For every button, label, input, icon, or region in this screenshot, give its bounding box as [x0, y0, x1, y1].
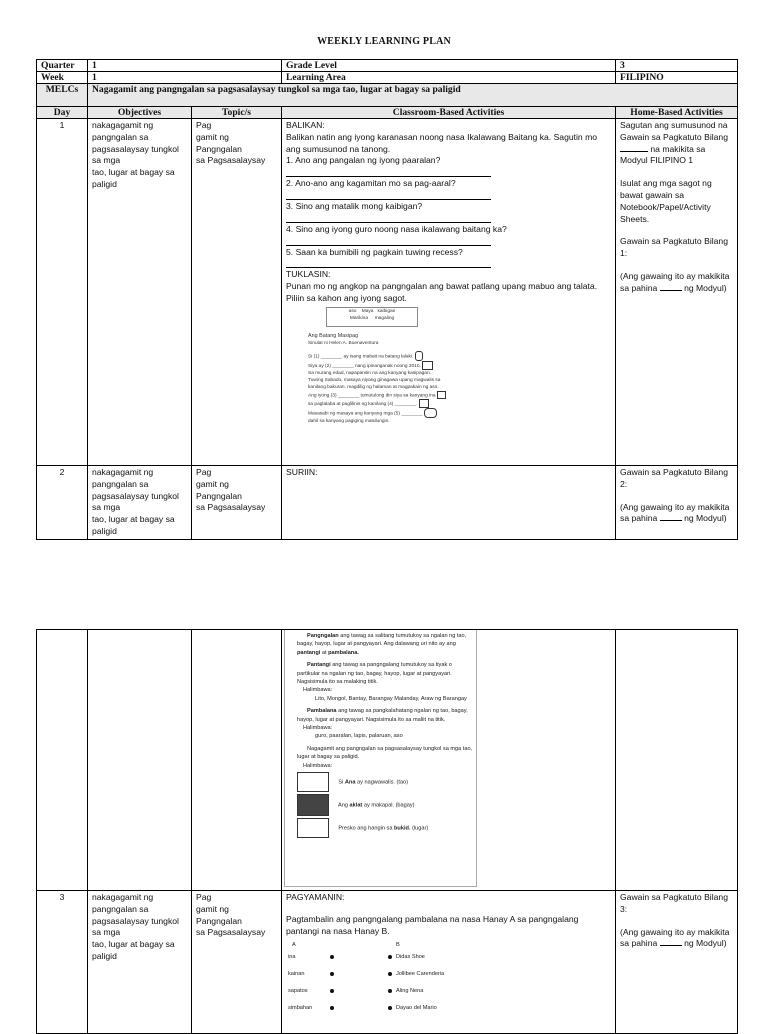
- house-illustration-icon: [419, 399, 429, 408]
- lesson-excerpt: Pangngalan ang tawag sa salitang tumutukoy sa ngalan ng tao, bagay, hayop, lugar at pangyayari. Ang dalawang uri nito ay ang pantangi at pambalana. Pantangi ang tawag sa pangngalang tumutukoy sa tiyak o partikular na ngalan ng tao, bagay, hayop, lugar at pangyayari. Nagsisimula ito sa malaking titik. Halimbawa: Lito, Mongol, Bantay, Barangay Malanday, Araw ng Barangay Pambalana ang tawag sa pangkalahatang ngalan ng tao, bagay, hayop, lugar at pangyayari. Nagsisimula ito sa maliit na titik. Halimbawa: guro, paaralan, lapis, palaruan, aso Nagagamit ang pangngalan sa pagsasalaysay tungkol sa mga tao, lugar at bagay sa paligid. Halimbawa: Si Ana ay nagwawalis. (tao) Ang aklat ay makapal. (bagay) Presko ang hangin sa bukid. (lugar): [284, 630, 477, 887]
- col-objectives-header: Objectives: [88, 107, 192, 119]
- answer-line: [286, 190, 491, 200]
- tuklasin-heading: TUKLASIN:: [286, 269, 331, 280]
- topics-cell: Pag gamit ng Pangngalan sa Pagsasalaysay: [192, 891, 282, 1034]
- quarter-label: Quarter: [37, 60, 88, 72]
- topics-cell: Pag gamit ng Pangngalan sa Pagsasalaysay: [192, 119, 282, 466]
- question: 5. Saan ka bumibili ng pagkain tuwing recess?: [286, 246, 463, 257]
- match-dot: [388, 989, 392, 993]
- day-number: 1: [37, 119, 88, 466]
- answer-line: [286, 236, 491, 246]
- match-dot: [388, 955, 392, 959]
- balikan-heading: BALIKAN:: [286, 120, 325, 130]
- answer-line: [286, 258, 491, 268]
- learning-area-value: FILIPINO: [616, 72, 738, 84]
- question: 3. Sino ang matalik mong kaibigan?: [286, 200, 423, 211]
- match-dot: [330, 989, 334, 993]
- home-activities-cell: Sagutan ang sumusunod na Gawain sa Pagkatuto Bilang na makikita sa Modyul FILIPINO 1 Isulat ang mga sagot ng bawat gawain sa Notebook/Papel/Activity Sheets. Gawain sa Pagkatuto Bilang 1: (Ang gawaing ito ay makikita sa pahina ng Modyul): [616, 119, 738, 466]
- melcs-value: Nagagamit ang pangngalan sa pagsasalaysay tungkol sa mga tao, lugar at bagay sa paligid: [88, 84, 738, 107]
- matching-exercise: A B ina kainan sapatos simbahan Didas Shoe Jollibee Carenderia Aling Nena Dayao del Mario: [288, 942, 445, 1012]
- question: 4. Sino ang iyong guro noong nasa ikalawang baitang ka?: [286, 223, 507, 234]
- girl-sweeping-illustration-icon: [297, 772, 329, 792]
- pagyamanin-instruction: Pagtambalin ang pangngalang pambalana na nasa Hanay A sa pangngalang pantangi na nasa Hanay B.: [286, 913, 579, 936]
- match-dot: [330, 972, 334, 976]
- week-label: Week: [37, 72, 88, 84]
- day-number: 2: [37, 466, 88, 540]
- story-title: Ang Batang Masipag: [308, 332, 359, 339]
- match-dot: [388, 972, 392, 976]
- col-home-header: Home-Based Activities: [616, 107, 738, 119]
- farm-illustration-icon: [297, 818, 329, 838]
- answer-line: [286, 213, 491, 223]
- question: 2. Ano-ano ang kagamitan mo sa pag-aaral?: [286, 178, 456, 189]
- day-3-row: [37, 891, 738, 1034]
- answer-line: [286, 167, 491, 177]
- question: 1. Ano ang pangalan ng iyong paaralan?: [286, 155, 441, 166]
- week-value: 1: [88, 72, 282, 84]
- dog-illustration-icon: [437, 391, 446, 399]
- match-dot: [388, 1006, 392, 1010]
- day-2-continued-row: [37, 630, 738, 891]
- day-1-row: [37, 119, 738, 466]
- child-illustration-icon: [415, 351, 423, 361]
- family-illustration-icon: [422, 361, 433, 370]
- word-choice-box: aso Maya kaibigan Marikina magaling: [326, 307, 418, 327]
- classroom-activities-cell: [282, 891, 616, 1034]
- classroom-activities-cell: [282, 119, 616, 466]
- weekly-plan-table-page-1: [36, 59, 738, 540]
- story-excerpt: Ang Batang Masipag Sinulat ni Helen A. Buenaventura Si (1) ________ ay isang mabait na batang lalaki. Siya ay (2) ________ nang ipinanganak noong 2010. Sa murang edad, napapansin na ang kanyang kasipagan. Tuwing Sabado, masaya niyang ginagawa upang magwalis sa kanilang bakuran, magdilig ng halaman at magpakain ng aso. Ang iyong (3) ________ tumutulong din siya sa kanyang ina sa paglalaba at paglilinis ng kanilang (4) ________. Masasabi ng masaya ang kanyang mga (5) ________ dahil sa kanyang pagiging matulungin.: [308, 333, 468, 425]
- match-dot: [330, 955, 334, 959]
- home-activities-cell: Gawain sa Pagkatuto Bilang 3: (Ang gawaing ito ay makikita sa pahina ng Modyul): [616, 891, 738, 1034]
- tuklasin-intro: Punan mo ng angkop na pangngalan ang bawat patlang upang mabuo ang talata. Piliin sa kahon ang iyong sagot.: [286, 281, 598, 303]
- book-illustration-icon: [297, 794, 329, 816]
- suriin-heading: SURIIN:: [286, 467, 318, 477]
- col-day-header: Day: [37, 107, 88, 119]
- home-activities-cell: Gawain sa Pagkatuto Bilang 2: (Ang gawaing ito ay makikita sa pahina ng Modyul): [616, 466, 738, 540]
- col-classroom-header: Classroom-Based Activities: [282, 107, 616, 119]
- col-topics-header: Topic/s: [192, 107, 282, 119]
- document-title: WEEKLY LEARNING PLAN: [317, 36, 451, 47]
- balikan-intro: Balikan natin ang iyong karanasan noong nasa Ikalawang Baitang ka. Sagutin mo ang sumusunod na tanong.: [286, 131, 598, 154]
- pagyamanin-heading: PAGYAMANIN:: [286, 892, 345, 902]
- objectives-cell: nakagagamit ng pangngalan sa pagsasalaysay tungkol sa mga tao, lugar at bagay sa paligid: [88, 891, 192, 1034]
- grade-level-label: Grade Level: [282, 60, 616, 72]
- objectives-cell: nakagagamit ng pangngalan sa pagsasalaysay tungkol sa mga tao, lugar at bagay sa paligid: [88, 119, 192, 466]
- weekly-plan-table-page-2: [36, 629, 738, 1034]
- day-2-row: [37, 466, 738, 540]
- learning-area-label: Learning Area: [282, 72, 616, 84]
- match-dot: [330, 1006, 334, 1010]
- friends-illustration-icon: [424, 408, 437, 418]
- melcs-label: MELCs: [37, 84, 88, 107]
- classroom-activities-cell: [282, 466, 616, 540]
- objectives-cell: nakagagamit ng pangngalan sa pagsasalaysay tungkol sa mga tao, lugar at bagay sa paligid: [88, 466, 192, 540]
- classroom-activities-cell: [282, 630, 616, 891]
- story-author: Sinulat ni Helen A. Buenaventura: [308, 340, 379, 346]
- topics-cell: Pag gamit ng Pangngalan sa Pagsasalaysay: [192, 466, 282, 540]
- day-number: 3: [37, 891, 88, 1034]
- grade-level-value: 3: [616, 60, 738, 72]
- quarter-value: 1: [88, 60, 282, 72]
